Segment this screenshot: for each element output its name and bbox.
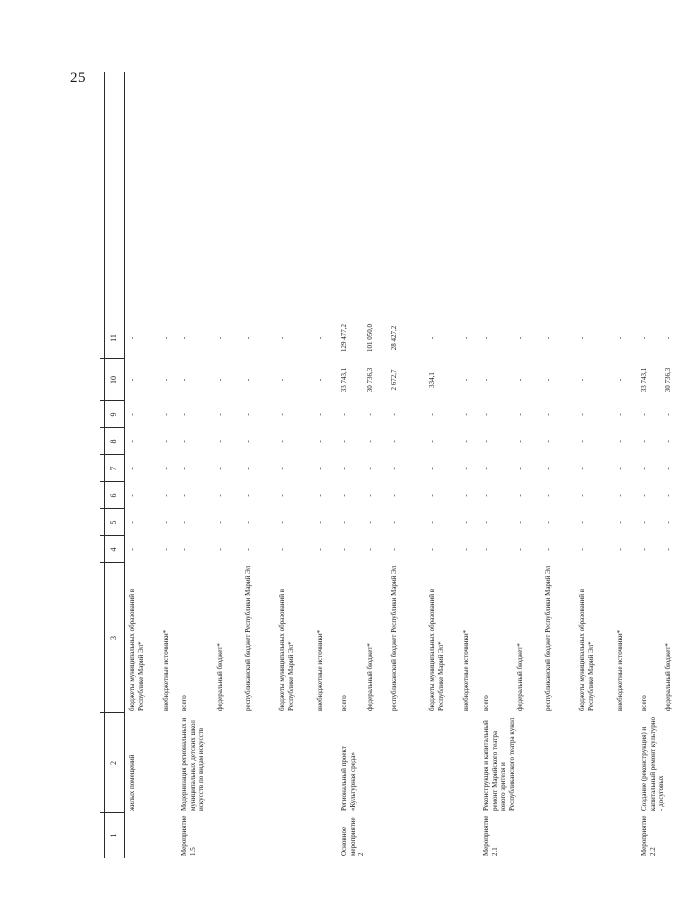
value-col-11: 101 050,0 [366, 324, 374, 352]
empty-value: - [462, 494, 470, 497]
empty-value: - [244, 440, 252, 443]
funding-source: внебюджетные источники* [316, 629, 324, 711]
value-col-10: - [216, 378, 224, 382]
empty-value: - [640, 413, 648, 416]
empty-value: - [428, 440, 436, 443]
empty-value: - [366, 467, 374, 470]
value-col-10: 30 736,3 [664, 367, 672, 393]
activity-name: Региональный проект «Культурная среда» [340, 746, 357, 811]
empty-value: - [578, 440, 586, 443]
empty-value: - [244, 413, 252, 416]
funding-source: республиканский бюджет Республики Марий Эл [544, 565, 552, 711]
funding-source: федеральный бюджет* [366, 643, 374, 711]
empty-value: - [366, 440, 374, 443]
value-col-11: - [128, 336, 136, 340]
funding-source: бюджеты муниципальных образований в Республике Марий Эл* [428, 588, 445, 711]
empty-value: - [278, 521, 286, 524]
value-col-10: - [516, 378, 524, 382]
value-col-11: - [278, 336, 286, 340]
empty-value: - [316, 413, 324, 416]
value-col-11: - [664, 336, 672, 340]
value-col-11: - [640, 336, 648, 340]
empty-value: - [162, 413, 170, 416]
value-col-10: - [616, 378, 624, 382]
funding-source: всего [180, 695, 188, 711]
empty-value: - [516, 413, 524, 416]
value-col-10: - [462, 378, 470, 382]
empty-value: - [162, 548, 170, 551]
empty-value: - [316, 440, 324, 443]
funding-source: республиканский бюджет Республики Марий Эл [244, 565, 252, 711]
empty-value: - [390, 548, 398, 551]
empty-value: - [340, 467, 348, 470]
empty-value: - [640, 521, 648, 524]
empty-value: - [664, 521, 672, 524]
empty-value: - [162, 467, 170, 470]
empty-value: - [366, 548, 374, 551]
empty-value: - [316, 467, 324, 470]
value-col-10: - [544, 378, 552, 382]
empty-value: - [578, 494, 586, 497]
column-header-11: 11 [109, 334, 118, 342]
empty-value: - [428, 467, 436, 470]
empty-value: - [162, 440, 170, 443]
empty-value: - [340, 521, 348, 524]
value-col-11: 28 427,2 [390, 325, 398, 351]
funding-source: всего [640, 695, 648, 711]
activity-name: жилых помещений [128, 754, 136, 811]
value-col-10: - [128, 378, 136, 382]
empty-value: - [664, 467, 672, 470]
empty-value: - [180, 413, 188, 416]
empty-value: - [216, 467, 224, 470]
value-col-10: 334,1 [428, 372, 436, 388]
empty-value: - [180, 440, 188, 443]
column-header-3: 3 [109, 636, 118, 640]
value-col-11: - [180, 336, 188, 340]
empty-value: - [428, 413, 436, 416]
empty-value: - [366, 494, 374, 497]
empty-value: - [664, 548, 672, 551]
value-col-11: 129 477,2 [340, 324, 348, 352]
empty-value: - [128, 521, 136, 524]
empty-value: - [390, 467, 398, 470]
empty-value: - [366, 521, 374, 524]
empty-value: - [544, 413, 552, 416]
empty-value: - [316, 494, 324, 497]
value-col-11: - [482, 336, 490, 340]
empty-value: - [216, 494, 224, 497]
empty-value: - [428, 548, 436, 551]
empty-value: - [180, 548, 188, 551]
empty-value: - [340, 413, 348, 416]
column-header-1: 1 [109, 833, 118, 838]
empty-value: - [516, 548, 524, 551]
empty-value: - [316, 548, 324, 551]
empty-value: - [640, 467, 648, 470]
funding-source: всего [340, 695, 348, 711]
empty-value: - [390, 413, 398, 416]
column-header-2: 2 [109, 761, 118, 765]
value-col-10: 2 672,7 [390, 369, 398, 391]
value-col-10: - [244, 378, 252, 382]
funding-source: республиканский бюджет Республики Марий Эл [390, 565, 398, 711]
empty-value: - [162, 494, 170, 497]
empty-value: - [340, 440, 348, 443]
empty-value: - [366, 413, 374, 416]
column-header-4: 4 [109, 547, 118, 552]
value-col-10: 33 743,1 [640, 367, 648, 393]
empty-value: - [128, 413, 136, 416]
value-col-11: - [462, 336, 470, 340]
empty-value: - [278, 494, 286, 497]
empty-value: - [482, 521, 490, 524]
column-header-6: 6 [109, 493, 118, 498]
empty-value: - [462, 413, 470, 416]
activity-code: Мероприятие 1.5 [180, 815, 197, 856]
budget-table [104, 72, 672, 858]
empty-value: - [390, 521, 398, 524]
page-number: 25 [70, 70, 86, 86]
empty-value: - [162, 521, 170, 524]
value-col-11: - [578, 336, 586, 340]
value-col-11: - [544, 336, 552, 340]
empty-value: - [544, 548, 552, 551]
empty-value: - [244, 494, 252, 497]
activity-name: Создание (реконструкция) и капитальный ремонт культурно - досуговых [640, 717, 666, 811]
empty-value: - [128, 494, 136, 497]
empty-value: - [340, 548, 348, 551]
funding-source: бюджеты муниципальных образований в Республике Марий Эл* [578, 588, 595, 711]
empty-value: - [482, 467, 490, 470]
empty-value: - [390, 494, 398, 497]
header-rule [124, 72, 125, 858]
empty-value: - [278, 440, 286, 443]
empty-value: - [578, 548, 586, 551]
empty-value: - [482, 413, 490, 416]
empty-value: - [616, 440, 624, 443]
empty-value: - [640, 548, 648, 551]
empty-value: - [616, 413, 624, 416]
value-col-11: - [616, 336, 624, 340]
value-col-10: - [316, 378, 324, 382]
value-col-10: 33 743,1 [340, 367, 348, 393]
empty-value: - [462, 548, 470, 551]
empty-value: - [516, 440, 524, 443]
value-col-10: 30 736,3 [366, 367, 374, 393]
empty-value: - [216, 548, 224, 551]
funding-source: внебюджетные источники* [462, 629, 470, 711]
value-col-11: - [516, 336, 524, 340]
empty-value: - [544, 467, 552, 470]
empty-value: - [462, 440, 470, 443]
empty-value: - [616, 494, 624, 497]
empty-value: - [482, 494, 490, 497]
empty-value: - [216, 413, 224, 416]
activity-name: Модернизация региональных и муниципальных детских школ искусств по видам искусств [180, 717, 206, 811]
empty-value: - [216, 521, 224, 524]
value-col-11: - [244, 336, 252, 340]
empty-value: - [428, 494, 436, 497]
empty-value: - [180, 521, 188, 524]
value-col-10: - [180, 378, 188, 382]
empty-value: - [640, 494, 648, 497]
funding-source: федеральный бюджет* [216, 643, 224, 711]
empty-value: - [578, 521, 586, 524]
activity-code: Мероприятие 2.1 [482, 815, 499, 856]
empty-value: - [462, 467, 470, 470]
empty-value: - [516, 521, 524, 524]
empty-value: - [244, 548, 252, 551]
empty-value: - [578, 413, 586, 416]
empty-value: - [616, 548, 624, 551]
column-header-5: 5 [109, 520, 118, 525]
empty-value: - [616, 521, 624, 524]
column-header-8: 8 [109, 439, 118, 444]
empty-value: - [516, 467, 524, 470]
empty-value: - [180, 467, 188, 470]
empty-value: - [664, 440, 672, 443]
empty-value: - [128, 548, 136, 551]
empty-value: - [482, 440, 490, 443]
empty-value: - [482, 548, 490, 551]
column-header-9: 9 [109, 412, 118, 417]
empty-value: - [578, 467, 586, 470]
activity-code: Основное мероприятие 2 [340, 817, 366, 856]
activity-code: Мероприятие 2.2 [640, 815, 657, 856]
empty-value: - [180, 494, 188, 497]
empty-value: - [616, 467, 624, 470]
funding-source: внебюджетные источники* [616, 629, 624, 711]
empty-value: - [544, 440, 552, 443]
funding-source: федеральный бюджет* [516, 643, 524, 711]
empty-value: - [128, 440, 136, 443]
funding-source: бюджеты муниципальных образований в Республике Марий Эл* [128, 588, 145, 711]
column-header-7: 7 [109, 466, 118, 471]
value-col-10: - [578, 378, 586, 382]
empty-value: - [664, 413, 672, 416]
empty-value: - [516, 494, 524, 497]
empty-value: - [278, 413, 286, 416]
empty-value: - [128, 467, 136, 470]
value-col-10: - [278, 378, 286, 382]
empty-value: - [340, 494, 348, 497]
value-col-10: - [482, 378, 490, 382]
empty-value: - [462, 521, 470, 524]
column-header-10: 10 [109, 376, 118, 384]
funding-source: бюджеты муниципальных образований в Республике Марий Эл* [278, 588, 295, 711]
value-col-11: - [162, 336, 170, 340]
value-col-11: - [316, 336, 324, 340]
empty-value: - [640, 440, 648, 443]
empty-value: - [390, 440, 398, 443]
empty-value: - [278, 548, 286, 551]
empty-value: - [544, 521, 552, 524]
funding-source: федеральный бюджет* [664, 643, 672, 711]
empty-value: - [216, 440, 224, 443]
activity-name: Реконструкция и капитальный ремонт Марийского театра юного зрителя и Республиканского театра кукол [482, 717, 516, 811]
funding-source: внебюджетные источники* [162, 629, 170, 711]
empty-value: - [244, 467, 252, 470]
empty-value: - [428, 521, 436, 524]
empty-value: - [316, 521, 324, 524]
empty-value: - [544, 494, 552, 497]
empty-value: - [278, 467, 286, 470]
value-col-11: - [216, 336, 224, 340]
empty-value: - [244, 521, 252, 524]
value-col-10: - [162, 378, 170, 382]
value-col-11: - [428, 336, 436, 340]
empty-value: - [664, 494, 672, 497]
funding-source: всего [482, 695, 490, 711]
